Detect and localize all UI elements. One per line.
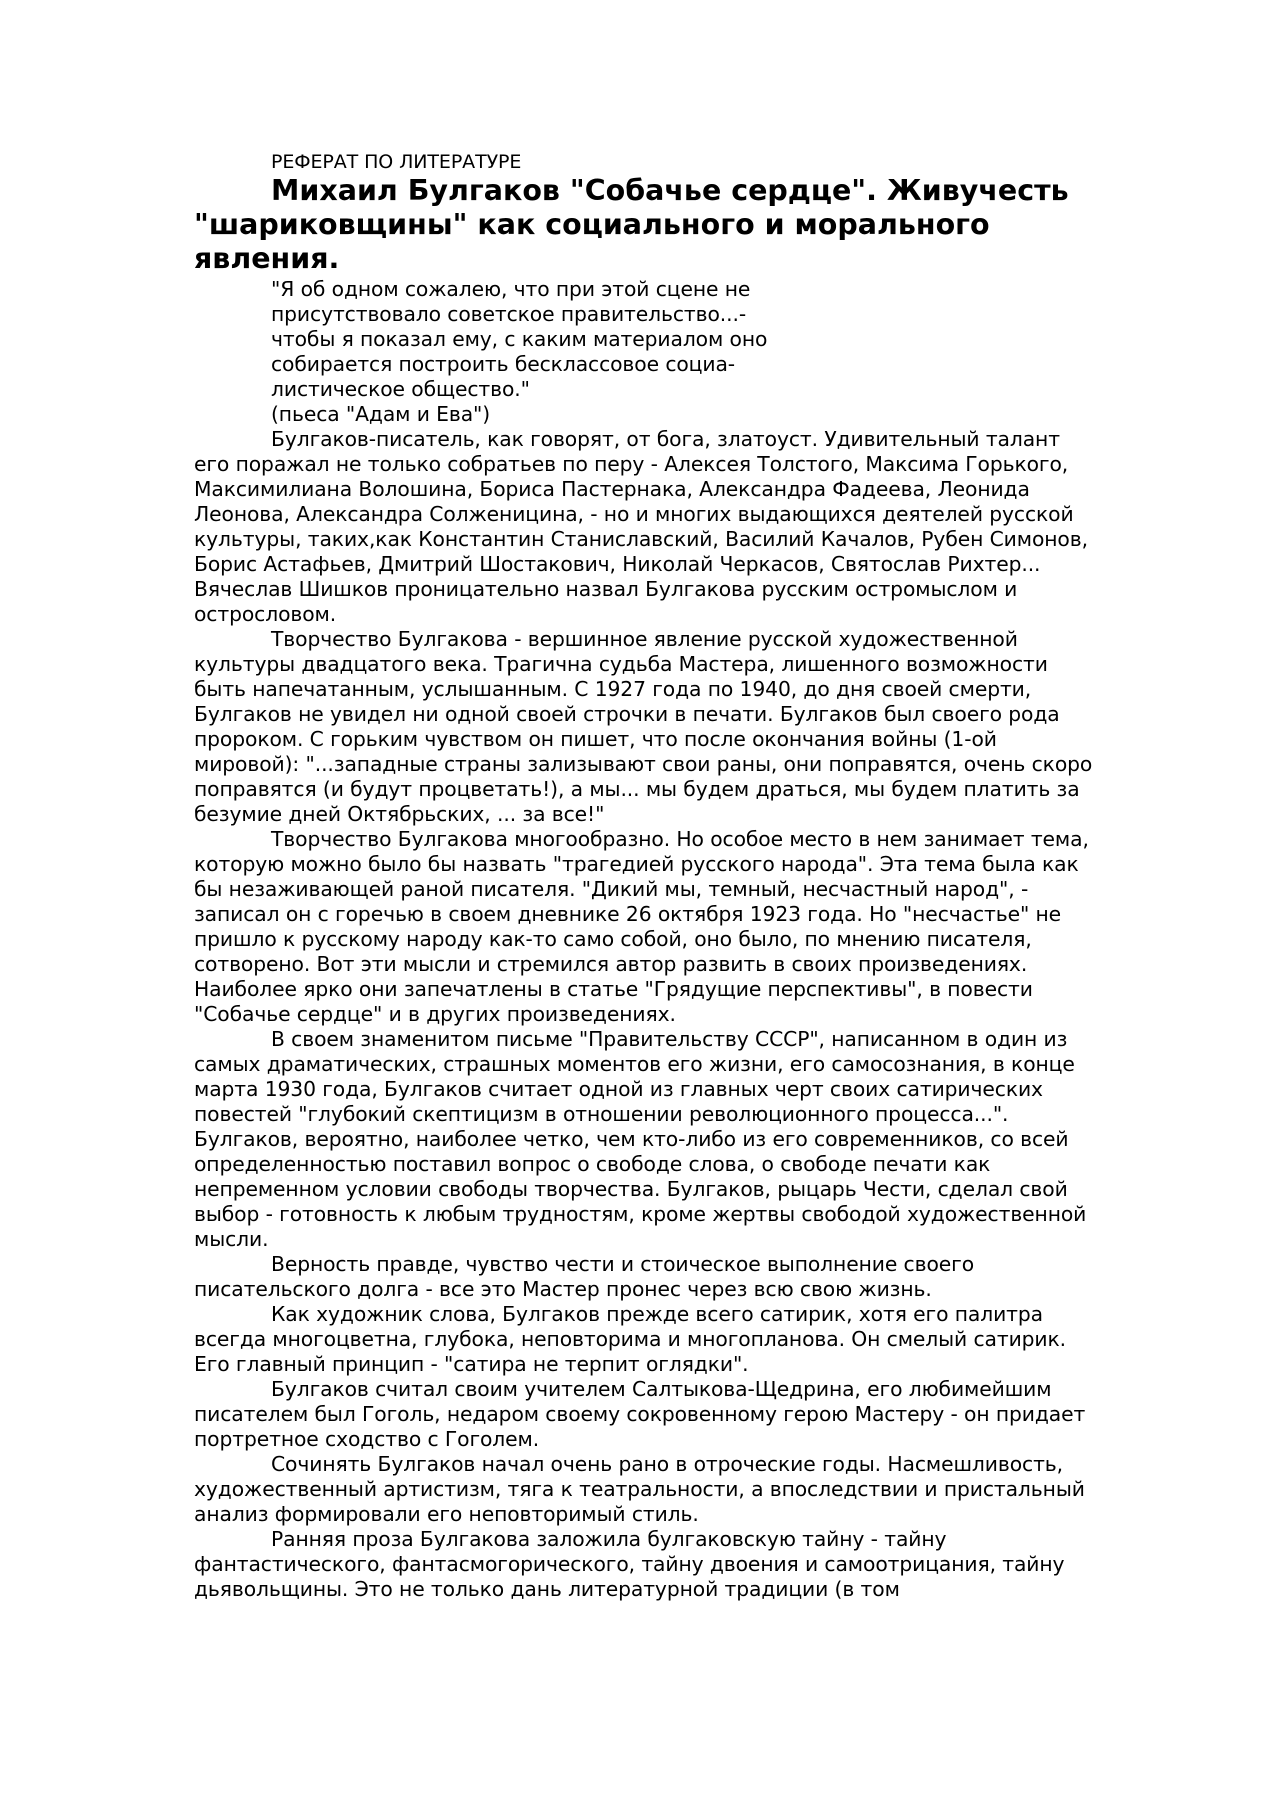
body-paragraph: Как художник слова, Булгаков прежде всего сатирик, хотя его палитра всегда многоцветна, глубока, неповторима и многопланова. Он смелый сатирик. Его главный принцип - "сатира не терпит оглядки". [194, 1302, 1067, 1376]
epigraph [194, 277, 1094, 427]
body-paragraph: Булгаков-писатель, как говорят, от бога, златоуст. Удивительный талант его поражал не только собратьев по перу - Алексея Толстого, Максима Горького, Максимилиана Волошина, Бориса Пастернака, Александра Фадеева, Леонида Леонова, Александра Солженицина, - но и многих выдающихся деятелей русской культуры, таких,как Константин Станиславский, Василий Качалов, Рубен Симонов, Борис Астафьев, Дмитрий Шостакович, Николай Черкасов, Святослав Рихтер... Вячеслав Шишков проницательно назвал Булгакова русским остромыслом и острословом. [194, 427, 1088, 626]
epigraph-line: собирается построить бесклассовое социа- [271, 352, 736, 376]
body-paragraph: Булгаков считал своим учителем Салтыкова-Щедрина, его любимейшим писателем был Гоголь, недаром своему сокровенному герою Мастеру - он придает портретное сходство с Гоголем. [194, 1377, 1086, 1451]
body-paragraph: Верность правде, чувство чести и стоическое выполнение своего писательского долга - все это Мастер пронес через всю свою жизнь. [194, 1252, 975, 1301]
body-paragraph: Творчество Булгакова многообразно. Но особое место в нем занимает тема, которую можно было бы назвать "трагедией русского народа". Эта тема была как бы незаживающей раной писателя. "Дикий мы, темный, несчастный народ", - записал он с горечью в своем дневнике 26 октября 1923 года. Но "несчастье" не пришло к русскому народу как-то само собой, оно было, по мнению писателя, сотворено. Вот эти мысли и стремился автор развить в своих произведениях. Наиболее ярко они запечатлены в статье "Грядущие перспективы", в повести "Собачье сердце" и в других произведениях. [194, 827, 1089, 1026]
epigraph-line: чтобы я показал ему, с каким материалом оно [271, 327, 768, 351]
document-subject: РЕФЕРАТ ПО ЛИТЕРАТУРЕ [271, 151, 522, 173]
body-paragraph: Творчество Булгакова - вершинное явление русской художественной культуры двадцатого века. Трагична судьба Мастера, лишенного возможности быть напечатанным, услышанным. С 1927 года по 1940, до дня своей смерти, Булгаков не увидел ни одной своей строчки в печати. Булгаков был своего рода пророком. С горьким чувством он пишет, что после окончания войны (1-ой мировой): "...западные страны зализывают свои раны, они поправятся, очень скоро поправятся (и будут процветать!), а мы... мы будем драться, мы будем платить за безумие дней Октябрьских, ... за все!" [194, 627, 1093, 826]
epigraph-line: "Я об одном сожалею, что при этой сцене не [271, 277, 751, 301]
body-paragraph: Ранняя проза Булгакова заложила булгаковскую тайну - тайну фантастического, фантасмогорического, тайну двоения и самоотрицания, тайну дьявольщины. Это не только дань литературной традиции (в том [194, 1527, 1065, 1601]
body-paragraph: В своем знаменитом письме "Правительству СССР", написанном в один из самых драматических, страшных моментов его жизни, его самосознания, в конце марта 1930 года, Булгаков считает одной из главных черт своих сатирических повестей "глубокий скептицизм в отношении революционного процесса...". Булгаков, вероятно, наиболее четко, чем кто-либо из его современников, со всей определенностью поставил вопрос о свободе слова, о свободе печати как непременном условии свободы творчества. Булгаков, рыцарь Чести, сделал свой выбор - готовность к любым трудностям, кроме жертвы свободой художественной мысли. [194, 1027, 1087, 1251]
document-content [194, 150, 1094, 1602]
epigraph-line: листическое общество." [271, 377, 530, 401]
body-paragraph: Сочинять Булгаков начал очень рано в отроческие годы. Насмешливость, художественный артистизм, тяга к театральности, а впоследствии и пристальный анализ формировали его неповторимый стиль. [194, 1452, 1085, 1526]
epigraph-line: присутствовало советское правительство...- [271, 302, 747, 326]
document-title: Михаил Булгаков "Собачье сердце". Живучесть "шариковщины" как социального и морального явления. [194, 174, 1069, 275]
document-body [194, 427, 1094, 1602]
epigraph-source: (пьеса "Адам и Ева") [271, 402, 491, 426]
